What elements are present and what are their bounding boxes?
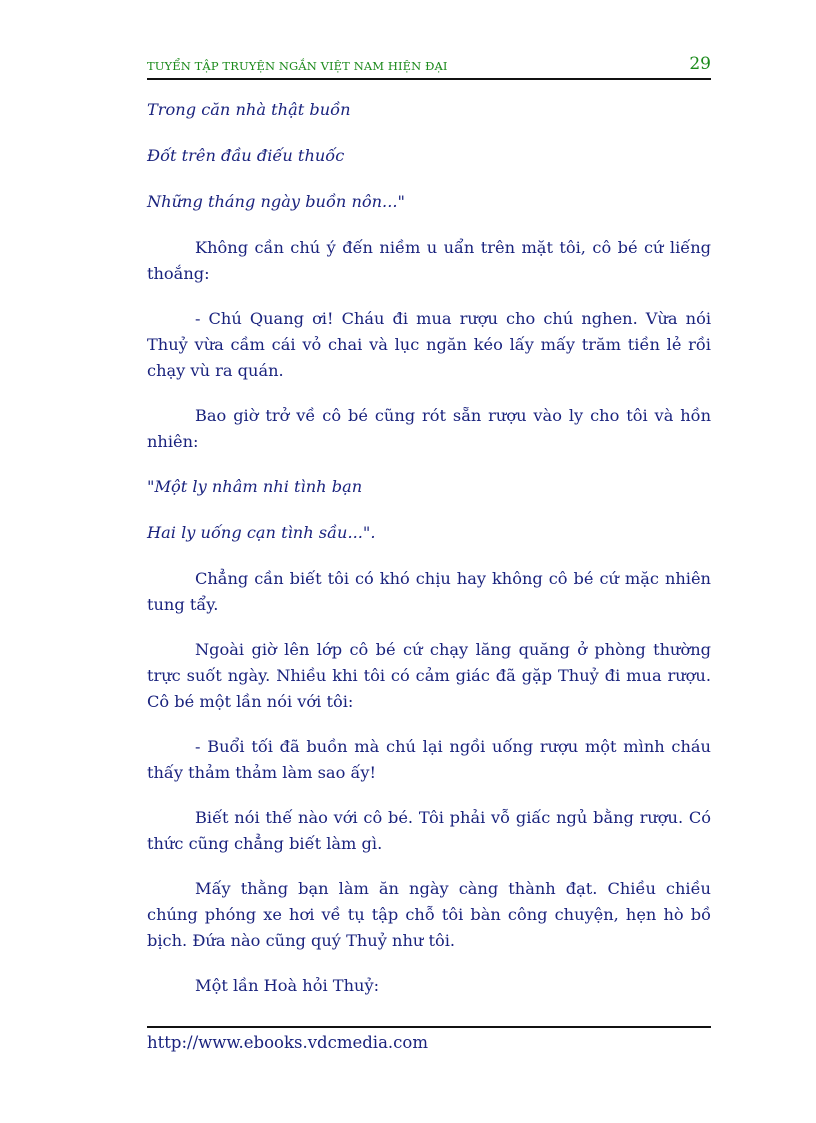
verse-line: "Một ly nhâm nhi tình bạn: [147, 477, 363, 496]
paragraph: Ngoài giờ lên lớp cô bé cứ chạy lăng quăng ở phòng thường trực suốt ngày. Nhiều khi tôi có cảm giác đã gặp Thuỷ đi mua rượu. Cô bé một lần nói với tôi:: [147, 640, 711, 711]
verse-line: Hai ly uống cạn tình sầu...".: [147, 523, 376, 542]
page-number: 29: [689, 54, 711, 74]
running-title: TUYỂN TẬP TRUYỆN NGẮN VIỆT NAM HIỆN ĐẠI: [147, 59, 448, 73]
verse-line: Trong căn nhà thật buồn: [147, 100, 351, 119]
paragraph: - Buổi tối đã buồn mà chú lại ngồi uống rượu một mình cháu thấy thảm thảm làm sao ấy!: [147, 737, 711, 782]
verse-line: Những tháng ngày buồn nôn...": [147, 192, 405, 211]
paragraph: Không cần chú ý đến niềm u uẩn trên mặt tôi, cô bé cứ liếng thoắng:: [147, 238, 711, 283]
paragraph: Chẳng cần biết tôi có khó chịu hay không cô bé cứ mặc nhiên tung tẩy.: [147, 569, 711, 614]
page-header: [147, 54, 711, 80]
paragraph: Mấy thằng bạn làm ăn ngày càng thành đạt. Chiều chiều chúng phóng xe hơi về tụ tập chỗ tôi bàn công chuyện, hẹn hò bồ bịch. Đứa nào cũng quý Thuỷ như tôi.: [147, 879, 711, 950]
paragraph: - Chú Quang ơi! Cháu đi mua rượu cho chú nghen. Vừa nói Thuỷ vừa cầm cái vỏ chai và lục ngăn kéo lấy mấy trăm tiền lẻ rồi chạy vù ra quán.: [147, 309, 711, 380]
footer-divider: [147, 1026, 711, 1028]
verse-line: Đốt trên đầu điếu thuốc: [147, 146, 345, 165]
paragraph: Bao giờ trở về cô bé cũng rót sẵn rượu vào ly cho tôi và hồn nhiên:: [147, 406, 711, 451]
footer-url-link[interactable]: http://www.ebooks.vdcmedia.com: [147, 1033, 428, 1052]
paragraph: Một lần Hoà hỏi Thuỷ:: [195, 976, 380, 995]
page-body: [147, 97, 711, 1018]
paragraph: Biết nói thế nào với cô bé. Tôi phải vỗ giấc ngủ bằng rượu. Có thức cũng chẳng biết làm gì.: [147, 808, 711, 853]
